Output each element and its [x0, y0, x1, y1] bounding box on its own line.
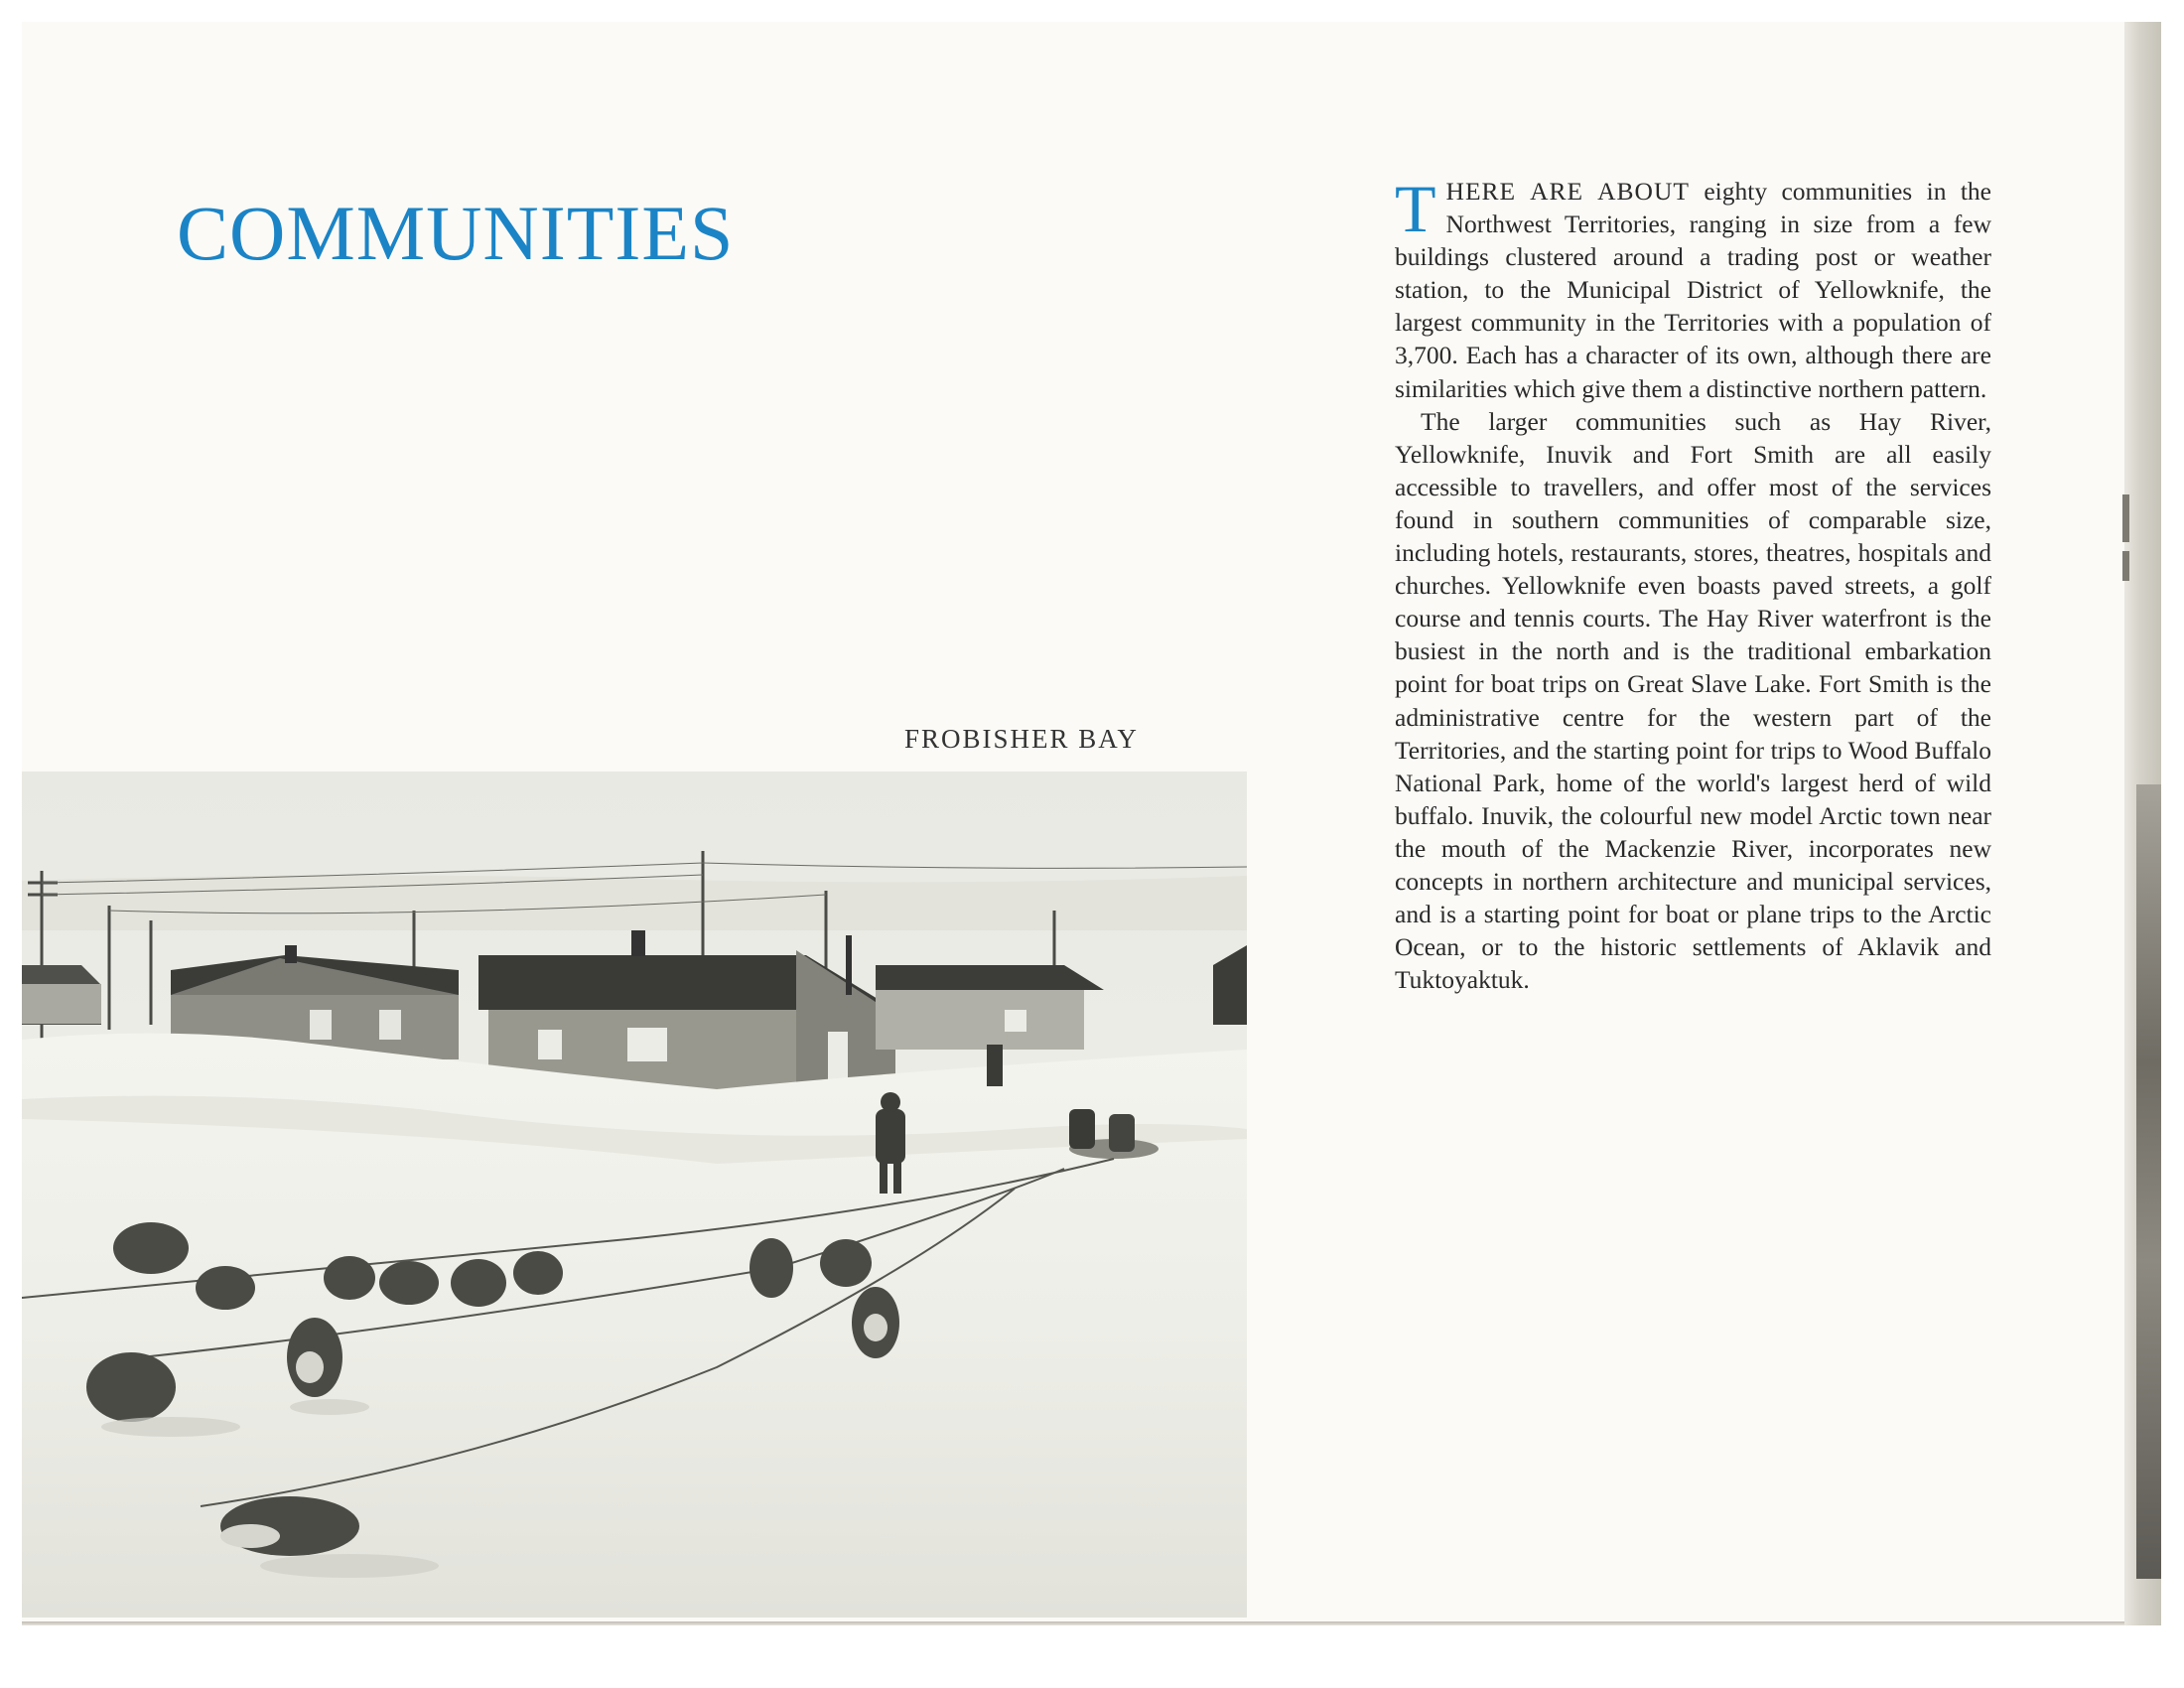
paragraph-text: eighty communities in the Northwest Territories, ranging in size from a few buildings clustered around a trading post or weather station, to the Municipal District of Yellowknife, the largest community in the Territories with a population of 3,700. Each has a character of its own, although there are similarities which give them a distinctive northern pattern. [1395, 177, 1991, 403]
article-body [1395, 171, 1991, 996]
binding-staple-mark [2122, 551, 2129, 581]
adjacent-page-photo-strip [2136, 784, 2161, 1579]
frobisher-bay-photo [22, 772, 1247, 1618]
opening-words: HERE ARE ABOUT [1445, 177, 1690, 206]
photo-caption: FROBISHER BAY [904, 724, 1139, 754]
page-title: COMMUNITIES [177, 190, 735, 276]
article-paragraph [1395, 171, 1991, 405]
drop-cap: T [1395, 171, 1436, 246]
binding-staple-mark [2122, 494, 2129, 542]
article-paragraph: The larger communities such as Hay River, Yellowknife, Inuvik and Fort Smith are all easily accessible to travellers, and offer most of the services found in southern communities of comparable size, including hotels, restaurants, stores, theatres, hospitals and churches. Yellowknife even boasts paved streets, a golf course and tennis courts. The Hay River waterfront is the busiest in the north and is the traditional embarkation point for boat trips on Great Slave Lake. Fort Smith is the administrative centre for the western part of the Territories, and the starting point for trips to Wood Buffalo National Park, home of the world's largest herd of wild buffalo. Inuvik, the colourful new model Arctic town near the mouth of the Mackenzie River, incorporates new concepts in northern architecture and municipal services, and is a starting point for boat or plane trips to the Arctic Ocean, or to the historic settlements of Aklavik and Tuktoyaktuk. [1395, 406, 1991, 995]
page-bottom-shadow [22, 1621, 2161, 1625]
